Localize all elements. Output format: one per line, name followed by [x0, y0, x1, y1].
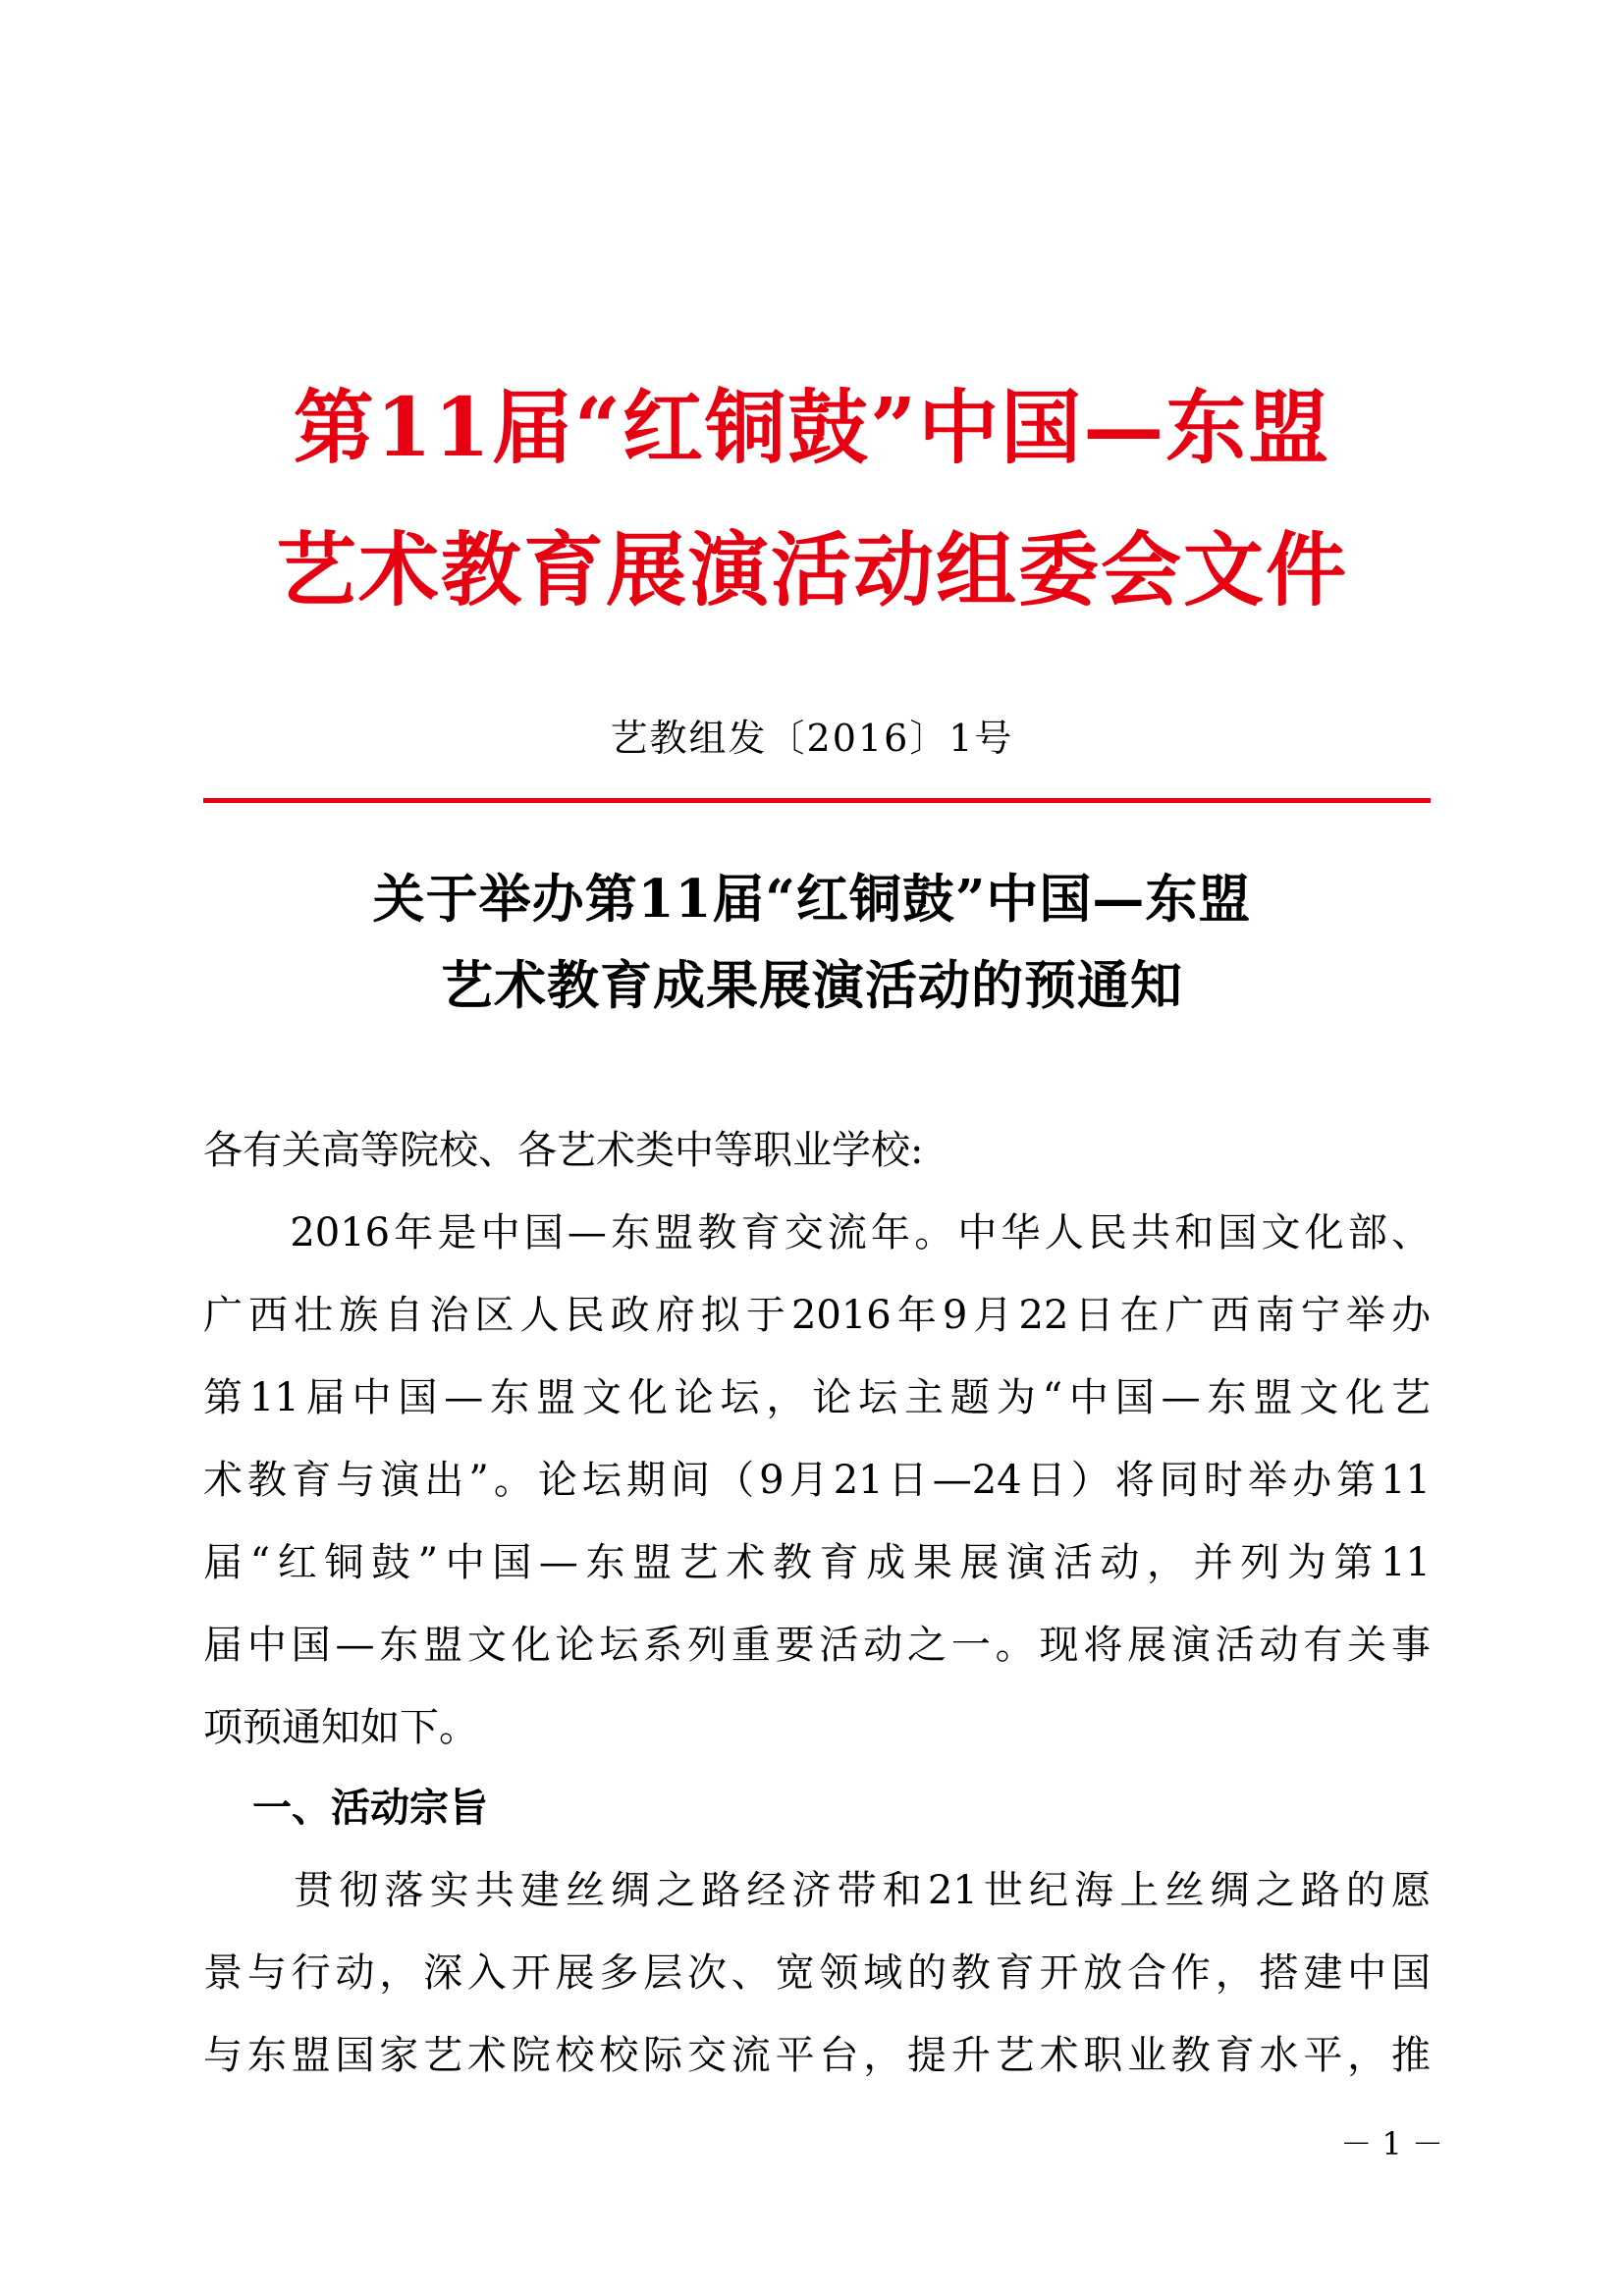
paragraph-1-line: 2016年是中国—东盟教育交流年。中华人民共和国文化部、 — [203, 1210, 1431, 1255]
salutation: 各有关高等院校、各艺术类中等职业学校: — [203, 1128, 924, 1173]
paragraph-1-line: 项预通知如下。 — [203, 1705, 478, 1750]
paragraph-2-line: 景与行动，深入开展多层次、宽领域的教育开放合作，搭建中国 — [203, 1950, 1431, 1996]
paragraph-2-line: 与东盟国家艺术院校校际交流平台，提升艺术职业教育水平，推 — [203, 2033, 1431, 2078]
section-1-heading: 一、活动宗旨 — [252, 1786, 488, 1831]
document-number: 艺教组发〔2016〕1号 — [610, 717, 1014, 760]
paragraph-2-line: 贯彻落实共建丝绸之路经济带和21世纪海上丝绸之路的愿 — [203, 1868, 1431, 1913]
paragraph-1-line: 术教育与演出”。论坛期间（9月21日—24日）将同时举办第11 — [203, 1458, 1431, 1503]
red-divider — [203, 798, 1431, 803]
notice-title-line-1: 关于举办第11届“红铜鼓”中国—东盟 — [372, 869, 1252, 930]
paragraph-1-line: 届“红铜鼓”中国—东盟艺术教育成果展演活动，并列为第11 — [203, 1540, 1431, 1585]
paragraph-1-line: 广西壮族自治区人民政府拟于2016年9月22日在广西南宁举办 — [203, 1293, 1431, 1338]
paragraph-1-line: 第11届中国—东盟文化论坛，论坛主题为“中国—东盟文化艺 — [203, 1375, 1431, 1420]
org-title-line-2: 艺术教育展演活动组委会文件 — [275, 523, 1348, 617]
paragraph-1-line: 届中国—东盟文化论坛系列重要活动之一。现将展演活动有关事 — [203, 1623, 1431, 1668]
org-title-line-1: 第11届“红铜鼓”中国—东盟 — [293, 381, 1331, 475]
notice-title-line-2: 艺术教育成果展演活动的预通知 — [441, 955, 1183, 1016]
page-number: － 1 － — [1340, 2125, 1443, 2163]
